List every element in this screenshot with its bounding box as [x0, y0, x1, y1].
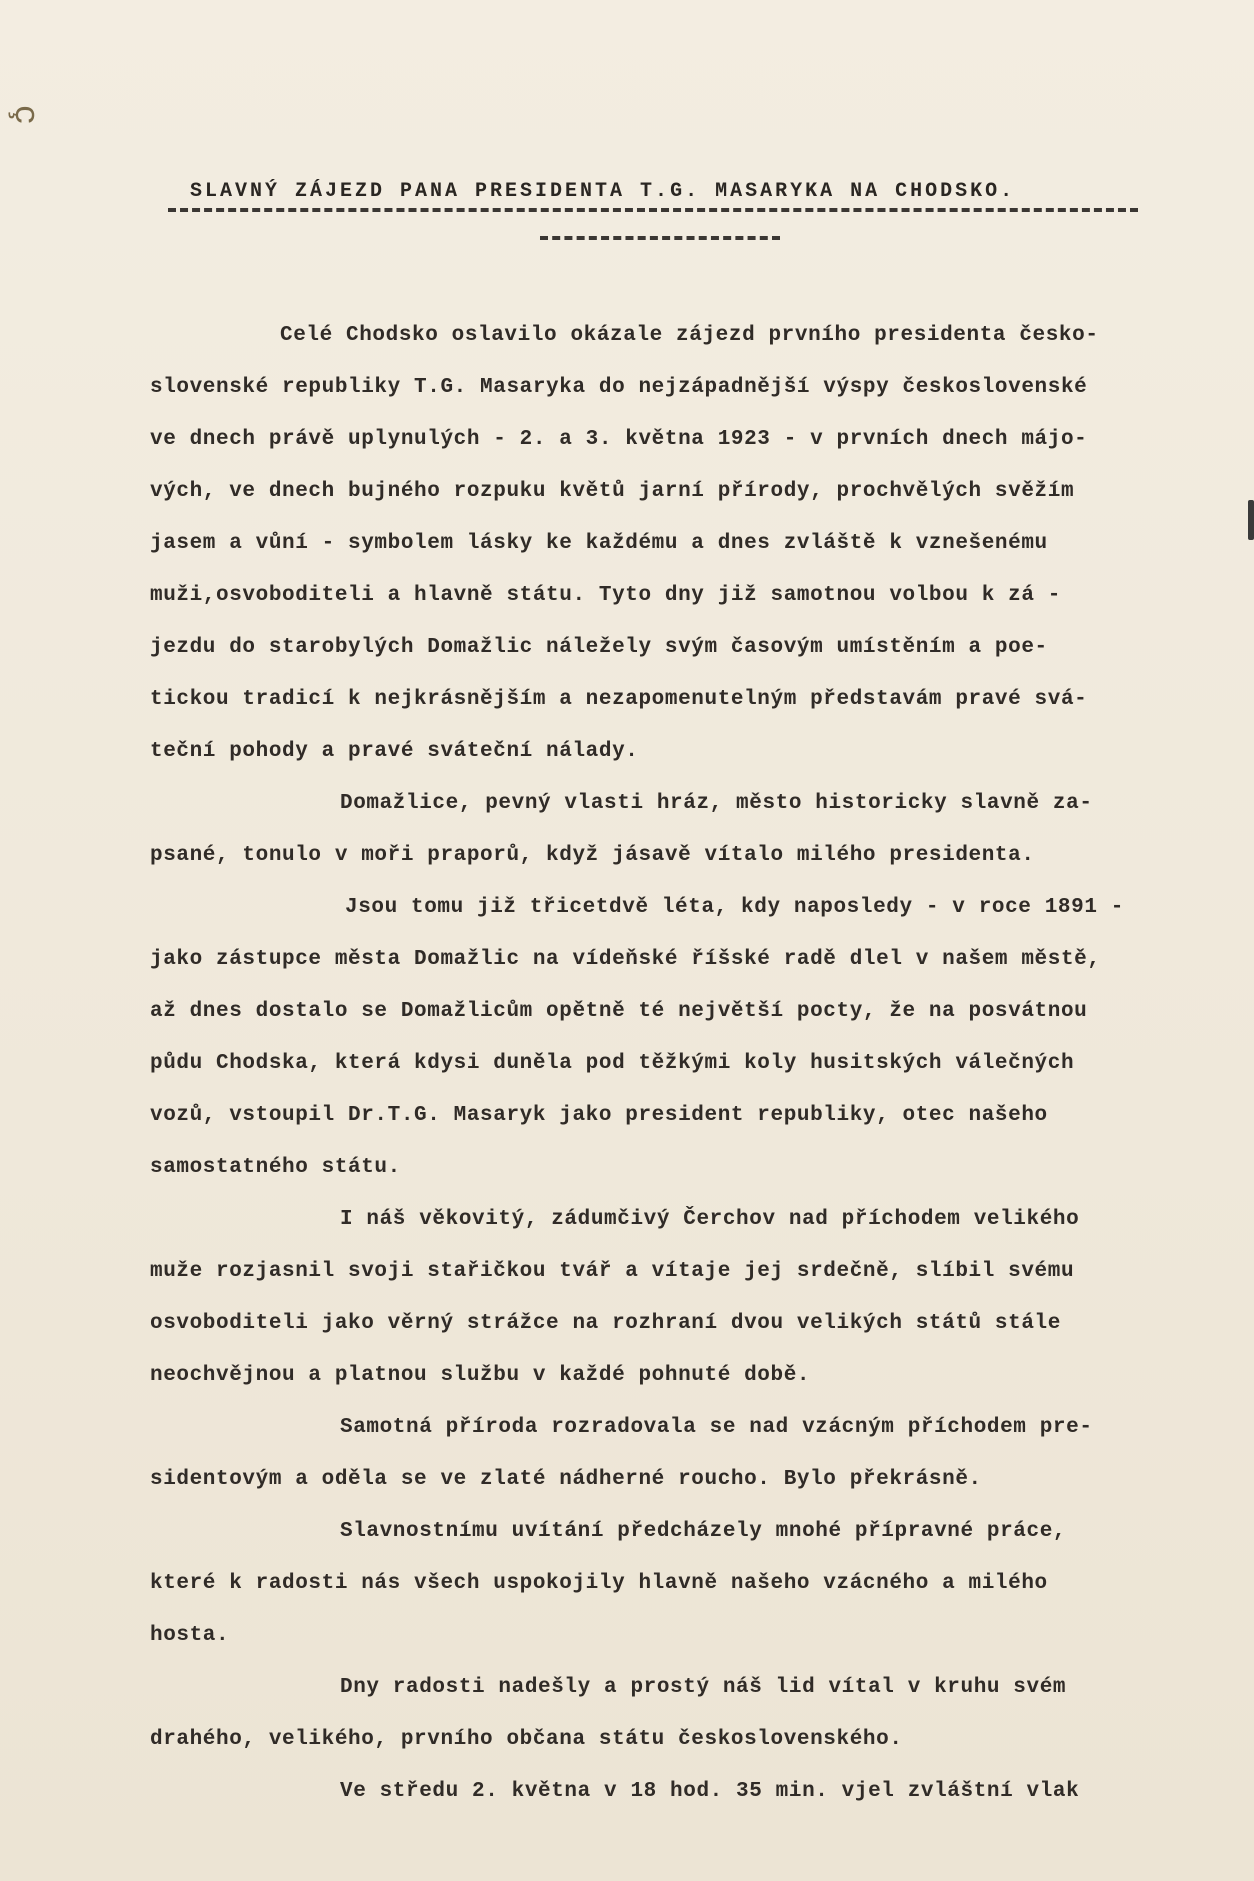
text-line: ve dnech právě uplynulých - 2. a 3. května 1923 - v prvních dnech májo-: [150, 428, 1088, 451]
text-line: I náš věkovitý, zádumčivý Čerchov nad příchodem velikého: [340, 1208, 1080, 1231]
title-underline-dashed: [168, 208, 1138, 212]
text-line: osvoboditeli jako věrný strážce na rozhraní dvou velikých států stále: [150, 1312, 1061, 1335]
text-line: Domažlice, pevný vlasti hráz, město historicky slavně za-: [340, 792, 1093, 815]
text-line: Ve středu 2. května v 18 hod. 35 min. vjel zvláštní vlak: [340, 1780, 1080, 1803]
text-line: Dny radosti nadešly a prostý náš lid vítal v kruhu svém: [340, 1676, 1067, 1699]
text-line: psané, tonulo v moři praporů, když jásavě vítalo milého presidenta.: [150, 844, 1035, 867]
title-underline-short: [540, 236, 780, 240]
text-line: Jsou tomu již třicetdvě léta, kdy naposledy - v roce 1891 -: [345, 896, 1124, 919]
text-line: jasem a vůní - symbolem lásky ke každému a dnes zvláště k vznešenému: [150, 532, 1048, 555]
staple-mark: [1248, 500, 1254, 540]
text-line: půdu Chodska, která kdysi duněla pod těžkými koly husitských válečných: [150, 1052, 1075, 1075]
text-line: jako zástupce města Domažlic na vídeňské říšské radě dlel v našem městě,: [150, 948, 1101, 971]
text-line: muže rozjasnil svoji stařičkou tvář a vítaje jej srdečně, slíbil svému: [150, 1260, 1075, 1283]
text-line: vozů, vstoupil Dr.T.G. Masaryk jako president republiky, otec našeho: [150, 1104, 1048, 1127]
text-line: muži,osvoboditeli a hlavně státu. Tyto dny již samotnou volbou k zá -: [150, 584, 1061, 607]
text-line: tickou tradicí k nejkrásnějším a nezapomenutelným představám pravé svá-: [150, 688, 1088, 711]
text-line: sidentovým a oděla se ve zlaté nádherné roucho. Bylo překrásně.: [150, 1468, 982, 1491]
text-line: slovenské republiky T.G. Masaryka do nejzápadnější výspy československé: [150, 376, 1088, 399]
text-line: které k radosti nás všech uspokojily hlavně našeho vzácného a milého: [150, 1572, 1048, 1595]
text-line: Slavnostnímu uvítání předcházely mnohé přípravné práce,: [340, 1520, 1067, 1543]
document-title: SLAVNÝ ZÁJEZD PANA PRESIDENTA T.G. MASARYKA NA CHODSKO.: [190, 180, 1016, 203]
text-line: teční pohody a pravé sváteční nálady.: [150, 740, 639, 763]
text-line: až dnes dostalo se Domažlicům opětně té největší pocty, že na posvátnou: [150, 1000, 1088, 1023]
text-line: Samotná příroda rozradovala se nad vzácným příchodem pre-: [340, 1416, 1093, 1439]
text-line: hosta.: [150, 1624, 230, 1647]
text-line: jezdu do starobylých Domažlic náležely svým časovým umístěním a poe-: [150, 636, 1048, 659]
text-line: drahého, velikého, prvního občana státu československého.: [150, 1728, 903, 1751]
text-line: vých, ve dnech bujného rozpuku květů jarní přírody, prochvělých svěžím: [150, 480, 1075, 503]
ink-mark-decoration: ç: [5, 104, 44, 126]
text-line: neochvějnou a platnou službu v každé pohnuté době.: [150, 1364, 811, 1387]
text-line: Celé Chodsko oslavilo okázale zájezd prvního presidenta česko-: [280, 324, 1099, 347]
text-line: samostatného státu.: [150, 1156, 401, 1179]
